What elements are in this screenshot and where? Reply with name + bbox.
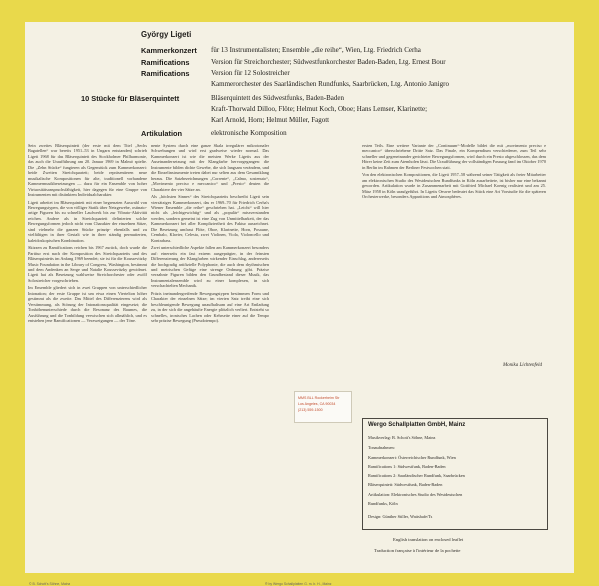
- sticker-line: Los Angeles, CA 90034: [298, 402, 336, 406]
- credits-line: Tonaufnahmen:: [368, 445, 395, 450]
- credits-line: Rundfunks, Köln: [368, 501, 398, 506]
- notes-paragraph: Im Ensemble gliedert sich in zwei Gruppen von unterschiedlicher Intonation; der erste Gruppe ist um etwa einen Viertelton höher gestimmt als die zweite. Das Mittel des Differenzierens wird als Verstimmung, als Störung der Intonationsqualität eingesetzt; die Tonhöhenunterschiede durch die Resonanz des Raumes, die Ausführung und die Tonbildung verwischen sich allmählich, und es entstehen jene Ramificationen — Verzweigungen — der Töne.: [28, 285, 147, 324]
- work-desc-blaeserquintett: Bläserquintett des Südwestfunks, Baden-Baden: [211, 94, 344, 102]
- credits-heading: Wergo Schallplatten GmbH, Mainz: [368, 422, 466, 428]
- work-title-artikulation: Artikulation: [141, 129, 183, 138]
- work-desc-ramifications-1: Version für Streichorchester; Südwestfunkorchester Baden-Baden, Ltg. Ernest Bour: [211, 58, 446, 66]
- sticker-line: MMS BLL Rockerheim Str: [298, 396, 340, 400]
- notes-paragraph: ersten Teils. Eine weitere Variante der „Continuum“-Modelle bildet die mit „movimento preciso e meccanico“ überschriebene Dritte Satz. Das Finale, ein Kompendium verschiedener, zum Teil sehr schneller und gegeneinander gerichteter Bewegungsformen, wird durch ein Presto abgeschlossen, das dem Hörer keine Zeit zum Atemholen lässt. Die Uraufführung der vollständigen Fassung fand im Oktober 1970 in Berlin im Rahmen der Berliner Festwochen statt.: [362, 143, 546, 170]
- translation-note-fr: Traduction française à l'intérieur de la pochette: [374, 548, 461, 553]
- sticker-line: (213) 559-1500: [298, 408, 323, 412]
- notes-paragraph: Skizzen zu Ramifications reichen bis 1967 zurück, doch wurde die Partitur erst nach der Komposition des Streichquartetts und des Bläserquintetts im Anfang 1969 beendet; sie ist für die Koussevitzky Music Foundation in the Library of Congress, Washington, bestimmt und dem Andenken an Serge und Natalie Koussevitzky gewidmet. Ligeti hat als Besetzung wahlweise Streichorchester oder zwölf Solostreicher vorgeschrieben.: [28, 245, 147, 283]
- credits-line: Musikverlag: B. Schott's Söhne, Mainz: [368, 435, 436, 440]
- notes-paragraph: Als „höchsten Sinnes“ des Streichquartetts beschreibt Ligeti sein viersätziges Kammerkonzert, das er 1969–70 für Friedrich Cerha's Wiener Ensemble „die reihe“ geschrieben hat. „Leicht“ will hier nicht als „leichtgewichtig“ und als „populär“ missverstanden werden, sondern gemeint ist eine Zug von Unmittelbarkeit, der das Kammerkonzert bei aller Kompliziertheit des Faktur auszeichnet. Die Besetzung umfasst Flöte, Oboe, Klarinette, Horn, Posaune, Cembalo, Klavier, Celesta, zwei Violinen, Viola, Violoncello und Kontrabass.: [151, 194, 269, 243]
- work-title-blaeserquintett: 10 Stücke für Bläserquintett: [81, 94, 180, 103]
- credits-line: Bläserquintett: Südwestfunk, Baden-Baden: [368, 482, 443, 487]
- footer-publisher: © B. Schott's Söhne, Mainz: [29, 582, 71, 586]
- notes-author: Monika Lichtenfeld: [503, 363, 543, 368]
- composer-name: György Ligeti: [141, 30, 192, 39]
- liner-notes-sheet: [25, 22, 574, 586]
- notes-paragraph: Von den elektronischen Kompositionen, die Ligeti 1957–58 während seiner Tätigkeit als freier Mitarbeiter am elektronischen Studio des Westdeutschen Rundfunks in Köln ausarbeitete, ist bisher nur eine bekannt geworden. Artikulation wurde in Zusammenarbeit mit Gottfried Michael Koenig realisiert und am 25. März 1958 in Köln uraufgeführt. In Ligetis Oeuvre bedeutet das Stück eine Art Vorstudie für die späteren Orchesterwerke, besonders Apparitions und Atmosphères.: [362, 172, 546, 200]
- credits-box: [362, 418, 548, 530]
- work-desc-blaeserquintett-players-1: Kraft-Thorwald Dilloo, Flöte; Helmut Koch, Oboe; Hans Lemser, Klarinette;: [211, 105, 428, 113]
- dealer-sticker: [294, 391, 352, 423]
- work-title-ramifications-2: Ramifications: [141, 69, 190, 78]
- translation-note-en: English translation on enclosed leaflet: [393, 537, 464, 542]
- credits-line: Kammerkonzert: Österreichischer Rundfunk, Wien: [368, 455, 456, 460]
- credits-line: Design: Günther Stiller, Wattshafe/Ts: [368, 514, 433, 519]
- notes-paragraph: Zwei unterschiedliche Aspekte fallen am Kammerkonzert besonders auf: einerseits ein fast extrem ausgeprägter, in der feinsten Differenzierung der Klangfarben wirkender Einschlag, andererseits die hochgradig artifizielle Polyphonie, die auch dem rhythmischen und metrischen Gefüge eine strenge Ordnung gibt. Präzise verzahnte Figuren bilden den Grundbestand dieser Musik, das Instrumentalensemble wird zu einer komplexen, in sich verschachtelten Mechanik.: [151, 245, 269, 289]
- work-desc-ramifications-2-ensemble: Kammerorchester des Saarländischen Rundfunks, Saarbrücken, Ltg. Antonio Janigro: [211, 80, 449, 88]
- notes-paragraph: nente System durch eine ganze Skala irregulärer mikrotonaler Schwebungen und wird erst gradweise wieder normal. Das Kammerkonzert ist wie die meisten Werke Ligetis aus der Auseinandersetzung mit der Klangfarbe hervorgegangen: die Instrumente bilden dichte Gewebe, die sich langsam verändern, und die Einzelinstrumente treten dabei nur selten aus dem Gesamtklang heraus. Die Satzbezeichnungen „Corrente“, „Calmo, sostenuto“, „Movimento preciso e meccanico“ und „Presto“ deuten die Charaktere der vier Sätze an.: [151, 143, 269, 192]
- work-title-ramifications-1: Ramifications: [141, 58, 190, 67]
- footer-copyright: ® by Wergo Schallplatten G. m. b. H., Mainz: [265, 582, 332, 586]
- work-desc-ramifications-2: Version für 12 Solostreicher: [211, 69, 290, 77]
- notes-paragraph: Ligeti arbeitet im Bläserquintett mit einer begrenzten Auswahl von Bewegungstypen, die von völliger Statik über Netzgewebe, ostinato-artige Figuren bis zu schneller Laufwerk bis zur Vibrato-Aktivität reichen. Andere als in Streichquartett definierten solche Bewegungsformen jedoch nicht vom Charakter der einzelnen Sätze, sind vielmehr die ganzen Stücke prinzip- ebenfalls und zu vielfältigen in ihrer Gestalt wie in ihrer ständig permutierten, kaleidoskopischen Kombination.: [28, 199, 147, 243]
- credits-line: Ramifications 1: Südwestfunk, Baden-Baden: [368, 464, 446, 469]
- work-desc-artikulation: elektronische Komposition: [211, 129, 287, 137]
- work-title-kammerkonzert: Kammerkonzert: [141, 46, 197, 55]
- notes-paragraph: Sein zweites Bläserquintett (der erste mit dem Titel „Sechs Bagatellen“ war bereits 1951–53 in Ungarn entstanden) schrieb Ligeti 1968 für das Bläserquintett des Stockholmer Philharmonie, das auch die Uraufführung am 20. Januar 1969 in Malmö spielte. Die „Zehn Stücke“ fungieren als Gegenstück zum Kammerkonzert: beide Zweiten Streichquartett; beide repräsentieren neue musikalische Kompositionen für alte, traditionell vorhandene Kammermusikbesetzungen — dazu für ein Ensemble von hoher Virtuositätsanspruchsfähigkeit, hier dagegen für eine Gruppe von Instrumenten mit distinktem Individualcharakter.: [28, 143, 147, 198]
- notes-column-left: [28, 143, 147, 578]
- notes-column-right: [362, 143, 546, 360]
- work-desc-kammerkonzert: für 13 Instrumentalisten; Ensemble „die reihe“, Wien, Ltg. Friedrich Cerha: [211, 46, 421, 54]
- notes-column-middle: [151, 143, 269, 578]
- credits-line: Artikulation: Elektronisches Studio des Westdeutschen: [368, 492, 463, 497]
- work-desc-blaeserquintett-players-2: Karl Arnold, Horn; Helmut Müller, Fagott: [211, 116, 330, 124]
- credits-line: Ramifications 2: Saarländischer Rundfunk, Saarbrücken: [368, 473, 465, 478]
- notes-paragraph: Präzis ineinandergreifende Bewegungstypen bestimmen Form und Charakter der einzelnen Sätze; im vierten Satz treibt eine sich beschleunigende Bewegung unaufhaltsam auf eine Art Entladung zu, in der sich die angehäufte Energie plötzlich verliert. Entsteht so schnelles, ironisches Lachen oder Kehrseite einer auf die Tempo sehr präzise Bewegung (Pseudotempo).: [151, 290, 269, 324]
